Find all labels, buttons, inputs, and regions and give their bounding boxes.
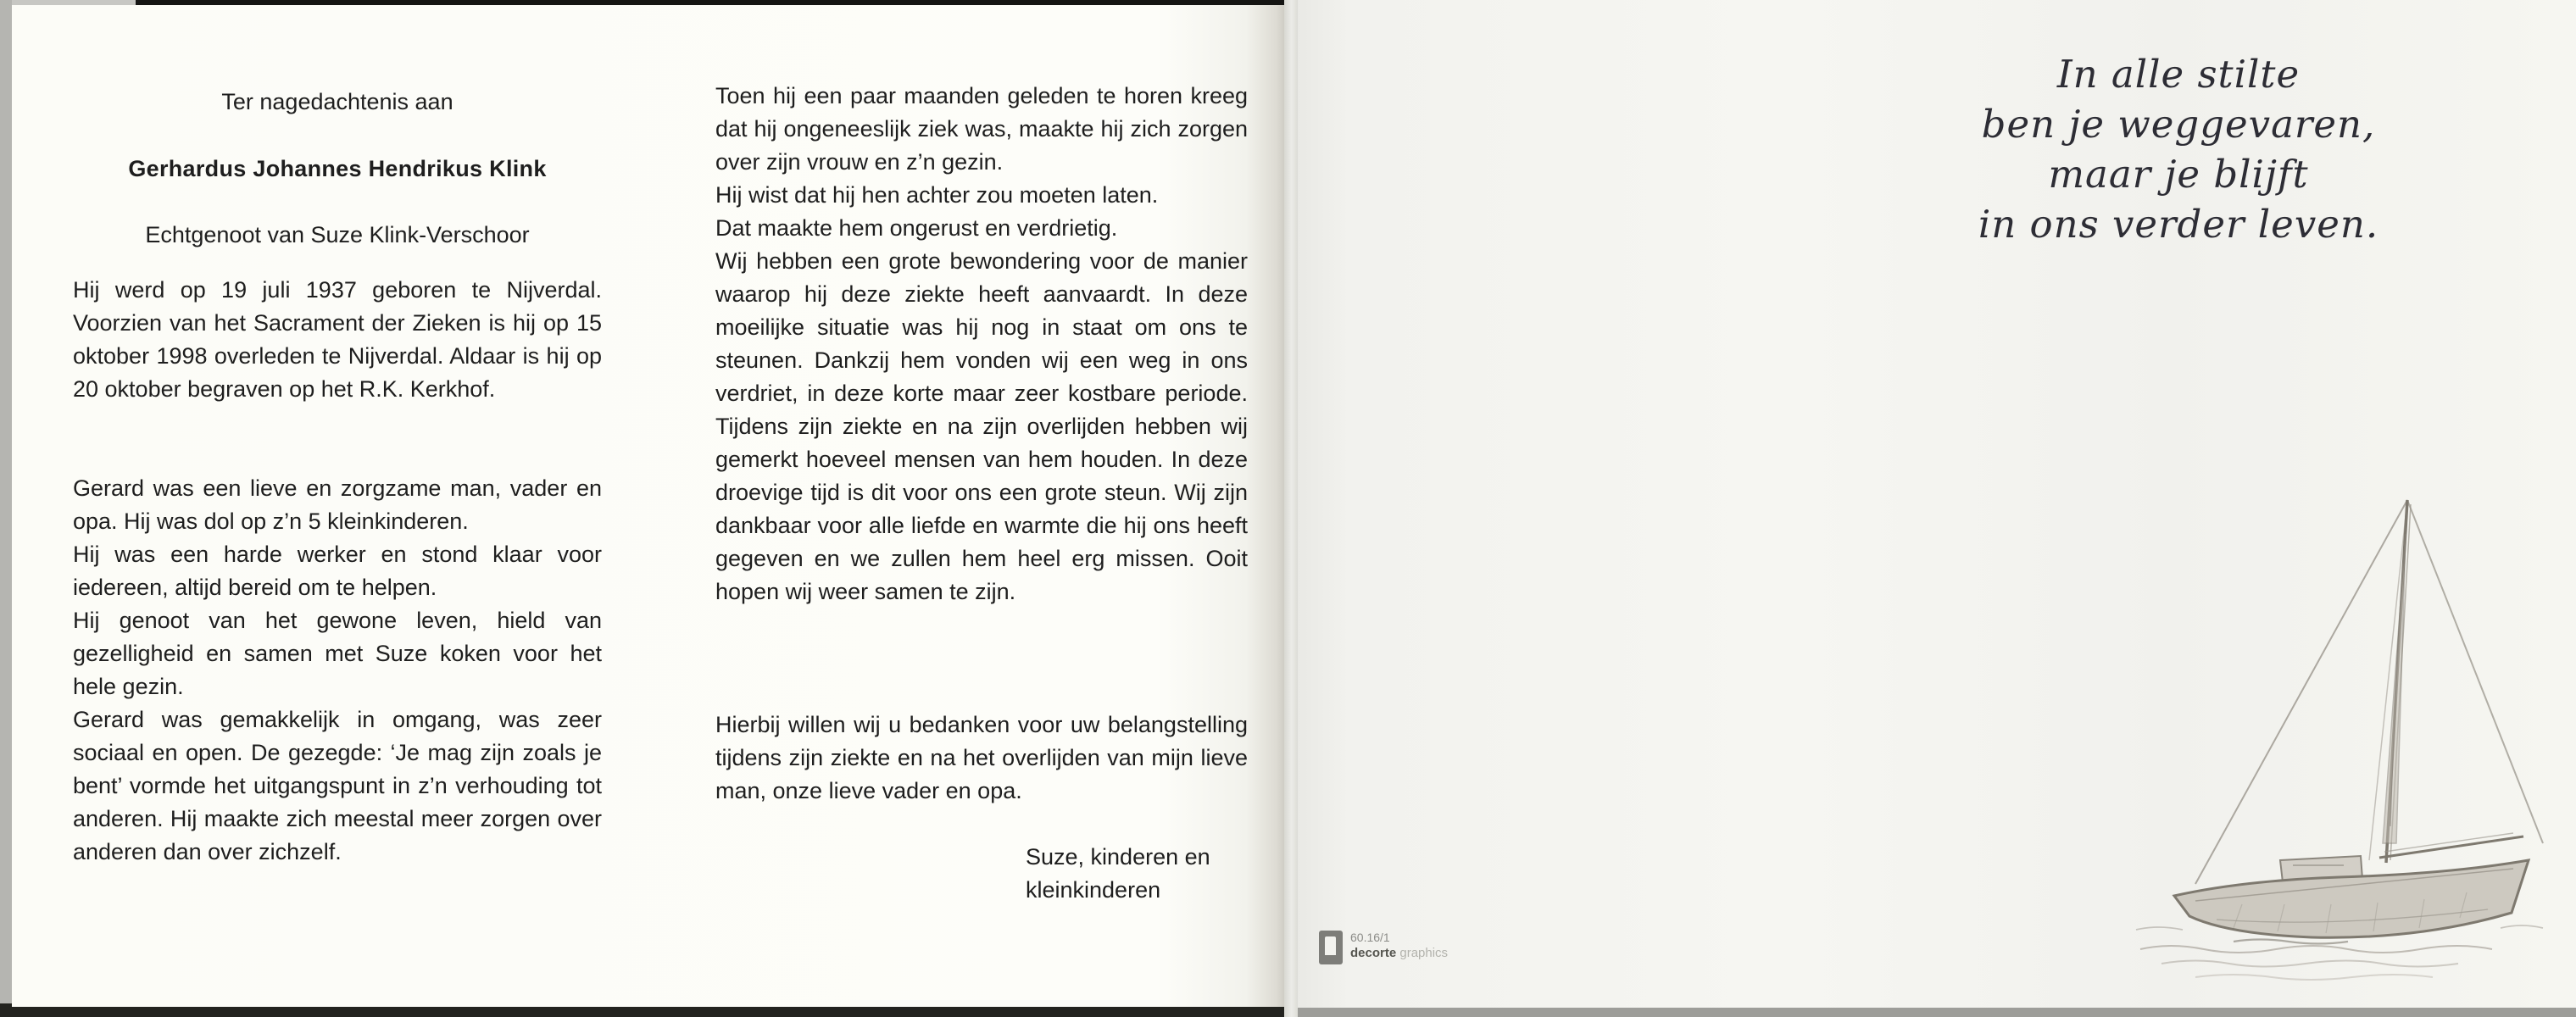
deceased-name: Gerhardus Johannes Hendrikus Klink — [128, 156, 547, 181]
left-page — [12, 5, 1284, 1007]
dedication-line: Ter nagedachtenis aan — [221, 89, 453, 114]
right-text-column — [715, 80, 1248, 907]
paragraph: Gerard was gemakkelijk in omgang, was zeer sociaal en open. De gezegde: ‘Je mag zijn zoals je bent’ vormde het uitgangspunt in z’n verhouding tot anderen. Hij maakte zich meestal meer zorgen over anderen dan over zichzelf. — [73, 707, 602, 864]
printer-name-main: decorte — [1350, 945, 1397, 960]
fold-gap — [1284, 0, 1298, 1017]
paragraph: Hij wist dat hij hen achter zou moeten laten. — [715, 182, 1159, 208]
printer-logo-icon — [1319, 931, 1343, 964]
left-text-column — [73, 86, 602, 869]
paragraph-thanks: Hierbij willen wij u bedanken voor uw belangstelling tijdens zijn ziekte en na het overlijden van mijn lieve man, onze lieve vader en opa. — [715, 712, 1248, 803]
poem-line: In alle stilte — [2056, 52, 2301, 97]
printer-name-suffix: graphics — [1399, 945, 1449, 960]
signature-block — [1026, 841, 1248, 907]
memorial-poem — [1933, 49, 2424, 249]
paragraph: Gerard was een lieve en zorgzame man, vader en opa. Hij was dol op z’n 5 kleinkinderen. — [73, 475, 602, 534]
printer-code: 60.16/1 — [1350, 931, 1390, 944]
printer-name — [1350, 946, 1448, 962]
paragraph-birth-death: Hij werd op 19 juli 1937 geboren te Nijverdal. Voorzien van het Sacrament der Zieken is hij op 15 oktober 1998 overleden te Nijverdal. Aldaar is hij op 20 oktober begraven op het R.K. Kerkhof. — [73, 277, 602, 402]
printer-mark — [1319, 931, 1448, 964]
paragraph: Dat maakte hem ongerust en verdrietig. — [715, 215, 1118, 241]
poem-line: ben je weggevaren, — [1981, 102, 2376, 147]
spouse-line: Echtgenoot van Suze Klink-Verschoor — [145, 222, 530, 247]
paragraph: Hij was een harde werker en stond klaar voor iedereen, altijd bereid om te helpen. — [73, 542, 602, 600]
paragraph: Wij hebben een grote bewondering voor de manier waarop hij deze ziekte heeft aanvaardt. In deze moeilijke situatie was hij nog in staat om ons te steunen. Dankzij hem vonden wij een weg in ons verdriet, in deze korte maar zeer kostbare periode. Tijdens zijn ziekte en na zijn overlijden hebben wij gemerkt hoeveel mensen van hem houden. In deze droevige tijd is dit voor ons een grote steun. Wij zijn dankbaar voor alle liefde en warmte die hij ons heeft gegeven en we zullen hem heel erg missen. Ooit hopen wij weer samen te zijn. — [715, 248, 1248, 604]
scan-edge-bottom-right — [1298, 1008, 2576, 1017]
paragraph: Toen hij een paar maanden geleden te horen kreeg dat hij ongeneeslijk ziek was, maakte hij zich zorgen over zijn vrouw en z’n gezin. — [715, 83, 1248, 175]
sailboat-sketch — [2115, 487, 2551, 992]
signature-line: kleinkinderen — [1026, 877, 1161, 903]
poem-line: maar je blijft — [2048, 152, 2309, 197]
poem-line: in ons verder leven. — [1978, 202, 2379, 247]
signature-line: Suze, kinderen en — [1026, 844, 1210, 870]
paragraph: Hij genoot van het gewone leven, hield van gezelligheid en samen met Suze koken voor het hele gezin. — [73, 608, 602, 699]
printer-text — [1350, 931, 1448, 961]
scan-edge-left — [0, 0, 12, 1017]
